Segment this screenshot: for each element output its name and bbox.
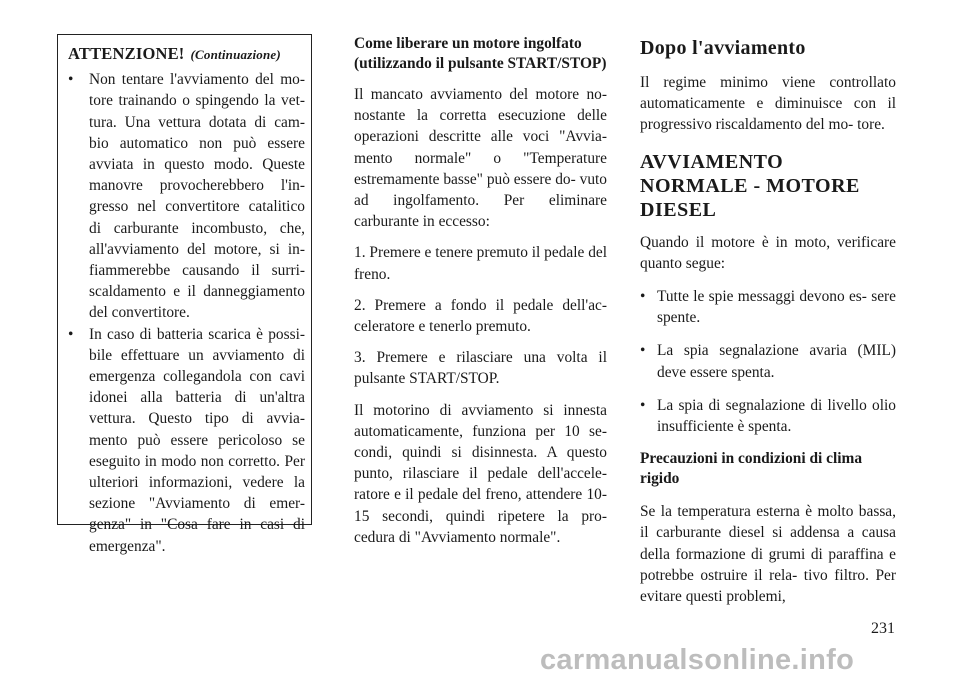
check-bullet — [640, 286, 896, 328]
warning-title-text: ATTENZIONE! — [68, 44, 185, 63]
paragraph: Quando il motore è in moto, verificare quanto segue: — [640, 233, 896, 272]
section-subheading: Precauzioni in condizioni di clima rigido — [640, 450, 863, 488]
numbered-step: 1. Premere e tenere premuto il pedale del freno. — [354, 244, 607, 283]
paragraph: Il regime minimo viene controllato automaticamente e diminuisce con il progressivo riscaldamento del mo- tore. — [640, 74, 896, 134]
warning-bullet-text: Non tentare l'avviamento del mo- tore trainando o spingendo la vet- tura. Una vettura dotata di cam- bio automatico non può essere avviata in questo modo. Queste manovre provocherebbero l'in- gresso nel convertitore catalitico di carburante incombusto, che, all'avviamento del motore, si in- fiammerebbe causando il surri- scaldamento e il danneggiamento del convertitore. — [89, 71, 305, 322]
section-subheading: Come liberare un motore ingolfato (utilizzando il pulsante START/STOP) — [354, 35, 607, 72]
section-heading: Dopo l'avviamento — [640, 37, 806, 59]
numbered-step: 3. Premere e rilasciare una volta il pulsante START/STOP. — [354, 349, 607, 388]
watermark-logo: carmanualsonline.info — [540, 644, 855, 676]
bullet-icon: • — [640, 288, 646, 306]
bullet-icon: • — [68, 71, 74, 89]
warning-bullet-text: In caso di batteria scarica è possi- bile effettuare un avviamento di emergenza collegandola con cavi idonei alla batteria di un'altra vettura. Questo tipo di avvia- mento può essere pericoloso se eseguito in modo non corretto. Per ulteriori informazioni, vedere la sezione "Avviamento di emer- genza" in "Cosa fare in casi di emergenza". — [89, 325, 305, 555]
page-number: 231 — [871, 620, 895, 637]
column-after-start — [640, 36, 896, 607]
paragraph: Il motorino di avviamento si innesta automaticamente, funziona per 10 se- condi, quindi si disinnesta. A questo punto, rilasciare il pedale dell'accele- ratore e il pedale del freno, attendere 10-15 secondi, quindi ripetere la pro- cedura di "Avviamento normale". — [354, 401, 607, 546]
check-bullet — [640, 340, 896, 382]
check-bullet-text: La spia segnalazione avaria (MIL) deve essere spenta. — [657, 342, 896, 381]
column-flooded-engine — [354, 34, 607, 548]
check-bullet — [640, 395, 896, 437]
check-bullet-text: Tutte le spie messaggi devono es- sere spente. — [657, 288, 896, 327]
paragraph: Il mancato avviamento del motore no- nostante la corretta esecuzione delle operazioni descritte alle voci "Avvia- mento normale" o "Temperature estremamente basse" può essere do- vuto ad ingolfamento. Per eliminare carburante in eccesso: — [354, 86, 607, 231]
warning-continuation: (Continuazione) — [190, 47, 281, 62]
bullet-icon: • — [68, 325, 74, 343]
numbered-step: 2. Premere a fondo il pedale dell'ac- celeratore e tenerlo premuto. — [354, 296, 607, 336]
warning-bullet — [68, 69, 305, 323]
section-heading-uppercase: AVVIAMENTO NORMALE - MOTORE DIESEL — [640, 150, 860, 221]
paragraph: Se la temperatura esterna è molto bassa, il carburante diesel si addensa a causa della formazione di grumi di paraffina e potrebbe ostruire il rela- tivo filtro. Per evitare questi problemi, — [640, 503, 896, 606]
warning-box — [57, 34, 312, 555]
check-bullet-text: La spia di segnalazione di livello olio insufficiente è spenta. — [657, 396, 896, 436]
bullet-icon: • — [640, 396, 646, 414]
warning-title — [68, 43, 305, 65]
bullet-icon: • — [640, 342, 646, 360]
warning-bullet — [68, 324, 305, 557]
